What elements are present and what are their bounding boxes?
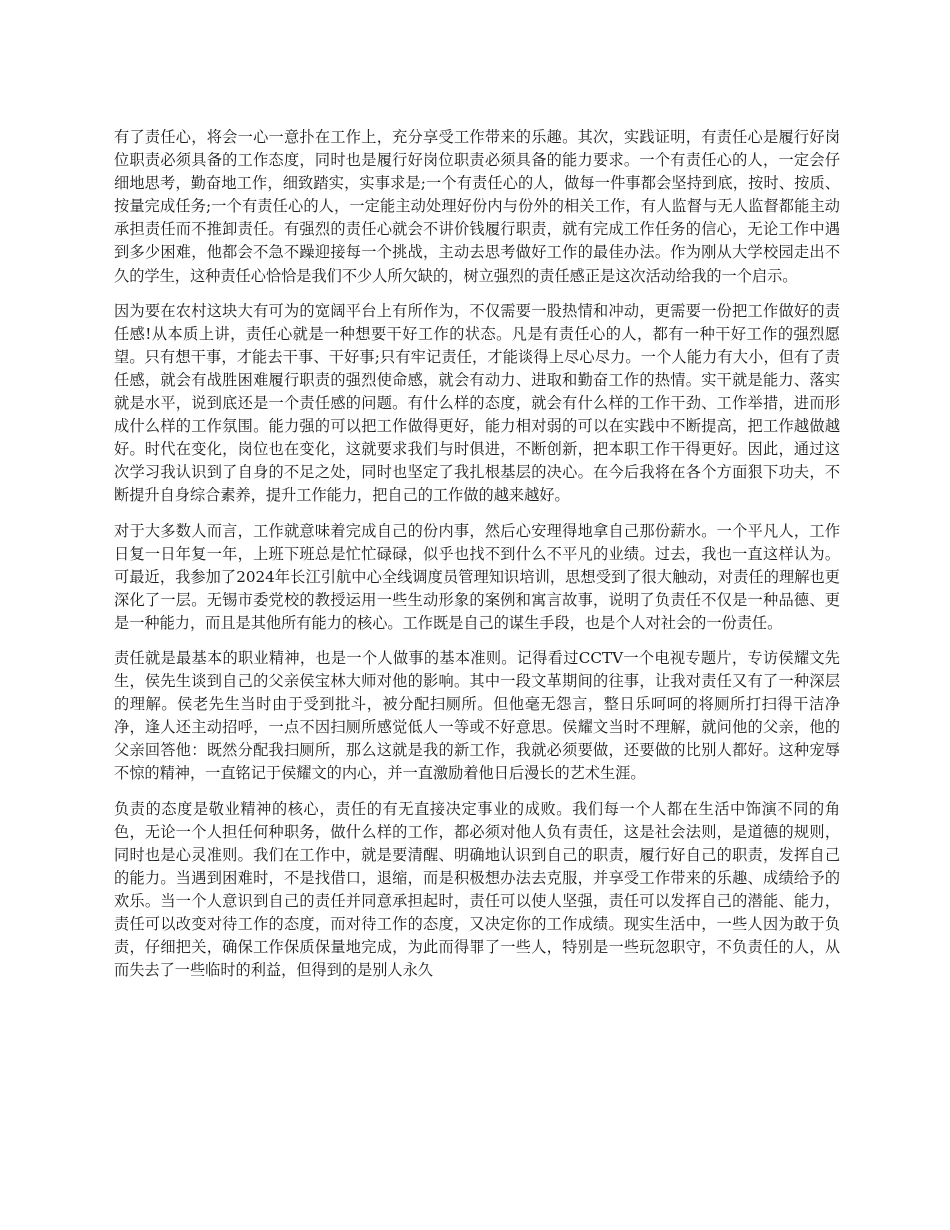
document-body <box>114 126 840 994</box>
paragraph-1: 有了责任心，将会一心一意扑在工作上，充分享受工作带来的乐趣。其次，实践证明，有责任心是履行好岗位职责必须具备的工作态度，同时也是履行好岗位职责必须具备的能力要求。一个有责任心的人，一定会仔细地思考，勤奋地工作，细致踏实，实事求是;一个有责任心的人，做每一件事都会坚持到底，按时、按质、按量完成任务;一个有责任心的人，一定能主动处理好份内与份外的相关工作，有人监督与无人监督都能主动承担责任而不推卸责任。有强烈的责任心就会不讲价钱履行职责，就有完成工作任务的信心，无论工作中遇到多少困难，他都会不急不躁迎接每一个挑战，主动去思考做好工作的最佳办法。作为刚从大学校园走出不久的学生，这种责任心恰恰是我们不少人所欠缺的，树立强烈的责任感正是这次活动给我的一个启示。 <box>114 128 840 285</box>
paragraph-5: 负责的态度是敬业精神的核心，责任的有无直接决定事业的成败。我们每一个人都在生活中饰演不同的角色，无论一个人担任何种职务，做什么样的工作，都必须对他人负有责任，这是社会法则，是道德的规则，同时也是心灵准则。我们在工作中，就是要清醒、明确地认识到自己的职责，履行好自己的职责，发挥自己的能力。当遇到困难时，不是找借口，退缩，而是积极想办法去克服，并享受工作带来的乐趣、成绩给予的欢乐。当一个人意识到自己的责任并同意承担起时，责任可以使人坚强，责任可以发挥自己的潜能、能力，责任可以改变对待工作的态度，而对待工作的态度，又决定你的工作成绩。现实生活中，一些人因为敢于负责，仔细把关，确保工作保质保量地完成，为此而得罪了一些人，特别是一些玩忽职守，不负责任的人，从而失去了一些临时的利益，但得到的是别人永久 <box>114 799 840 980</box>
paragraph-3: 对于大多数人而言，工作就意味着完成自己的份内事，然后心安理得地拿自己那份薪水。一个平凡人，工作日复一日年复一年，上班下班总是忙忙碌碌，似乎也找不到什么不平凡的业绩。过去，我也一直这样认为。可最近，我参加了2024年长江引航中心全线调度员管理知识培训，思想受到了很大触动，对责任的理解也更深化了一层。无锡市委党校的教授运用一些生动形象的案例和寓言故事，说明了负责任不仅是一种品德、更是一种能力，而且是其他所有能力的核心。工作既是自己的谋生手段，也是个人对社会的一份责任。 <box>114 521 840 632</box>
paragraph-2: 因为要在农村这块大有可为的宽阔平台上有所作为，不仅需要一股热情和冲动，更需要一份把工作做好的责任感!从本质上讲，责任心就是一种想要干好工作的状态。凡是有责任心的人，都有一种干好工作的强烈愿望。只有想干事，才能去干事、干好事;只有牢记责任，才能谈得上尽心尽力。一个人能力有大小，但有了责任感，就会有战胜困难履行职责的强烈使命感，就会有动力、进取和勤奋工作的热情。实干就是能力、落实就是水平，说到底还是一个责任感的问题。有什么样的态度，就会有什么样的工作干劲、工作举措，进而形成什么样的工作氛围。能力强的可以把工作做得更好，能力相对弱的可以在实践中不断提高，把工作越做越好。时代在变化，岗位也在变化，这就要求我们与时俱进，不断创新，把本职工作干得更好。因此，通过这次学习我认识到了自身的不足之处，同时也坚定了我扎根基层的决心。在今后我将在各个方面狠下功夫，不断提升自身综合素养，提升工作能力，把自己的工作做的越来越好。 <box>114 301 840 505</box>
paragraph-4: 责任就是最基本的职业精神，也是一个人做事的基本准则。记得看过CCTV一个电视专题片，专访侯耀文先生，侯先生谈到自己的父亲侯宝林大师对他的影响。其中一段文革期间的往事，让我对责任又有了一种深层的理解。侯老先生当时由于受到批斗，被分配扫厕所。但他毫无怨言，整日乐呵呵的将厕所打扫得干洁净净，逢人还主动招呼，一点不因扫厕所感觉低人一等或不好意思。侯耀文当时不理解，就问他的父亲，他的父亲回答他：既然分配我扫厕所，那么这就是我的新工作，我就必须要做，还要做的比别人都好。这种宠辱不惊的精神，一直铭记于侯耀文的内心，并一直激励着他日后漫长的艺术生涯。 <box>114 648 840 783</box>
